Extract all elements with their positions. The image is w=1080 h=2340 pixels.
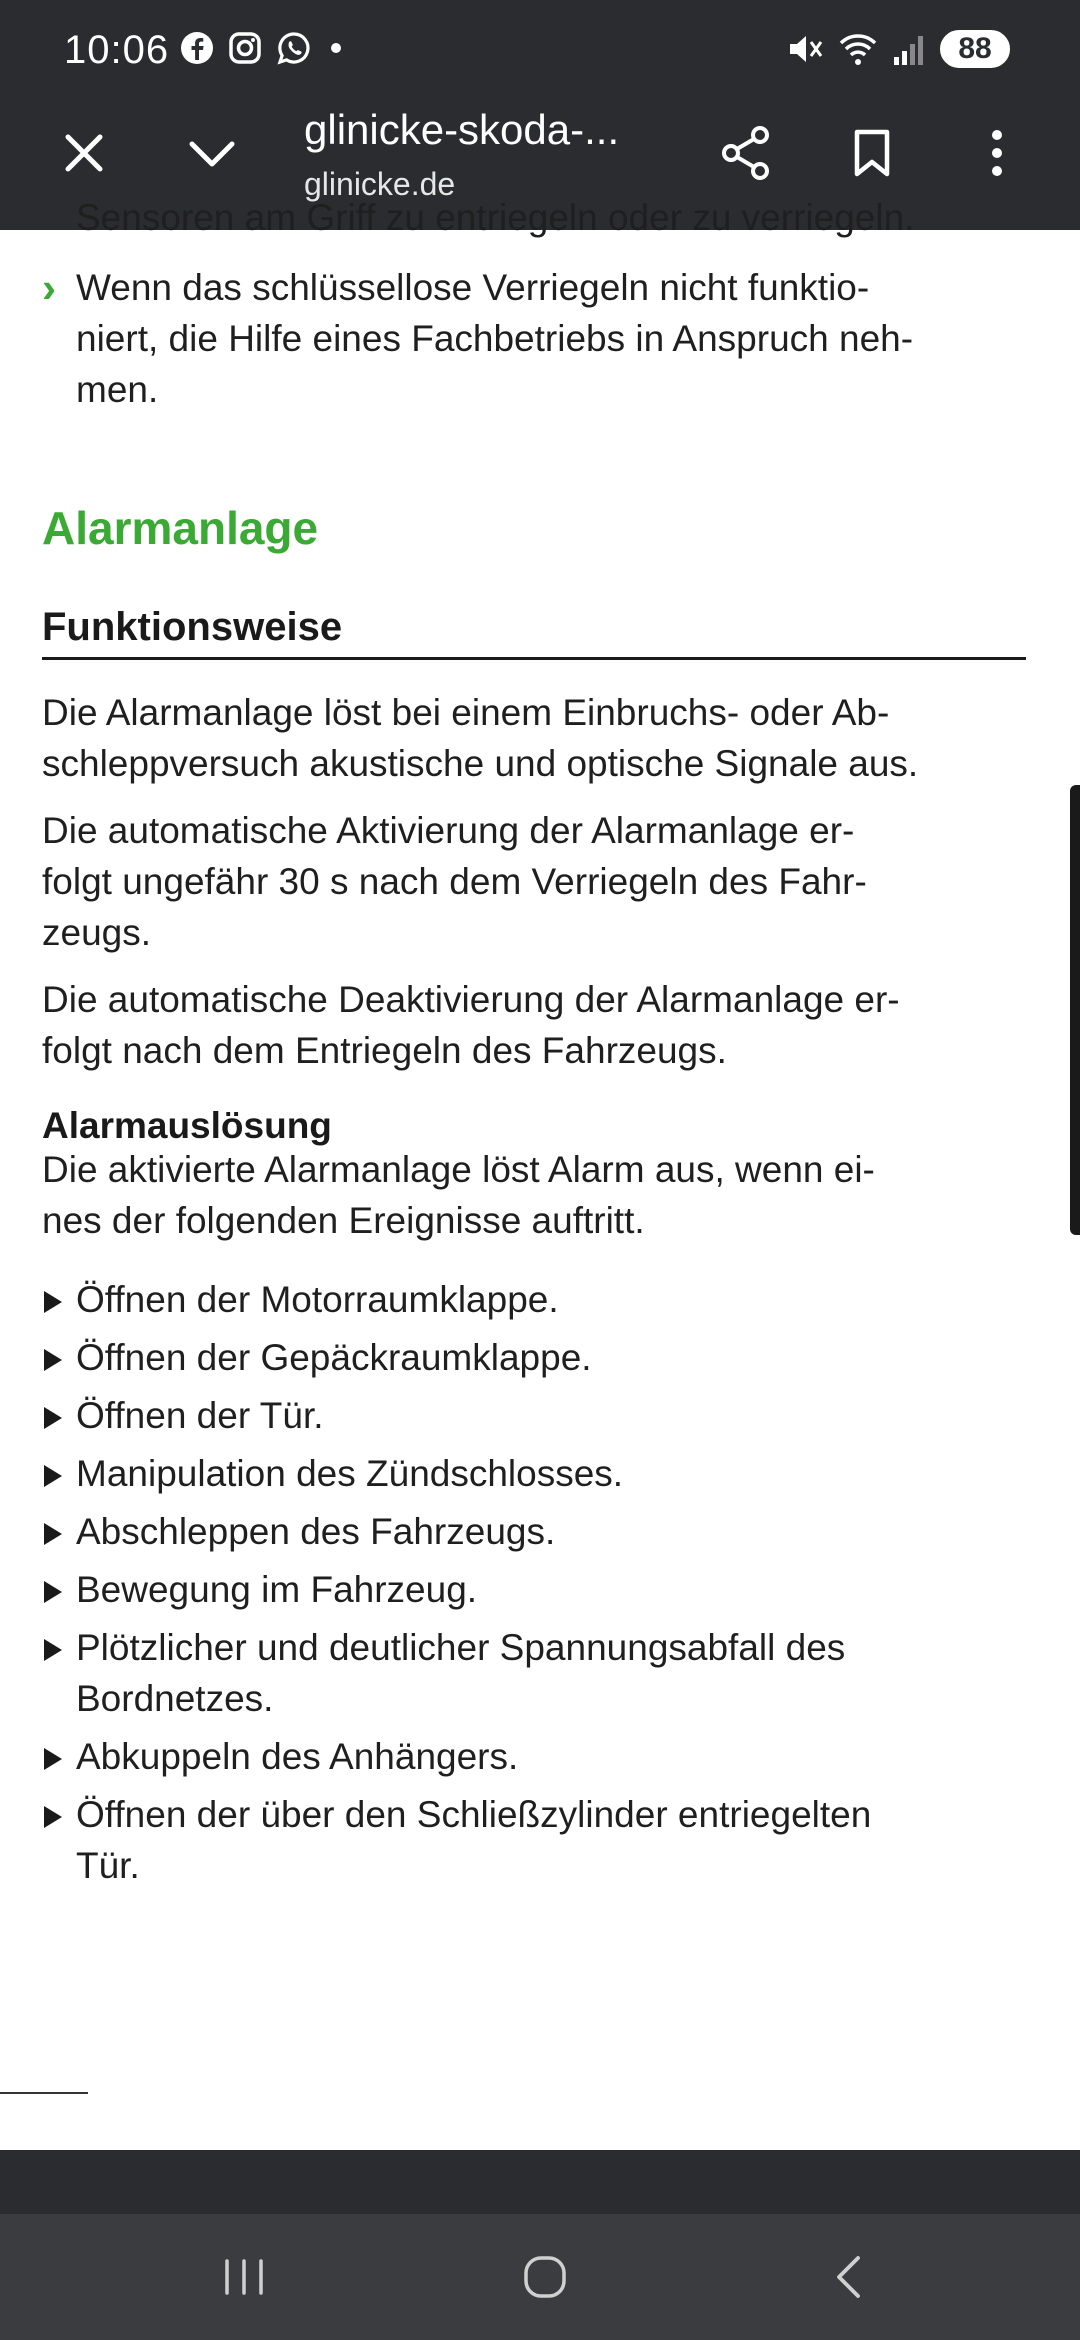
home-icon (522, 2254, 568, 2300)
chevron-down-icon (188, 138, 236, 168)
list-item-text: Öffnen der über den Schließzylinder entriegelten Tür. (76, 1794, 872, 1886)
paragraph-3: Die automatische Deaktivierung der Alarmanlage er- folgt nach dem Entriegeln des Fahrzeugs. (42, 979, 900, 1071)
paragraph-1: Die Alarmanlage löst bei einem Einbruchs- oder Ab- schleppversuch akustische und optische Signale aus. (42, 692, 919, 784)
notification-icons (180, 30, 346, 66)
back-icon (831, 2254, 865, 2300)
status-time: 10:06 (64, 28, 170, 72)
list-item-text: Öffnen der Motorraumklappe. (76, 1279, 559, 1320)
triangle-bullet-icon (44, 1581, 62, 1603)
battery-level: 88 (958, 32, 992, 65)
share-icon (720, 125, 772, 181)
triangle-bullet-icon (44, 1806, 62, 1828)
system-status-icons (786, 30, 1010, 68)
more-vert-icon (989, 127, 1005, 179)
triangle-bullet-icon (44, 1523, 62, 1545)
list-item (42, 1448, 1032, 1499)
list-item (42, 1731, 1032, 1782)
list-item (42, 1506, 1032, 1557)
bookmark-icon (852, 128, 892, 178)
page-title[interactable]: glinicke-skoda-... (304, 106, 620, 153)
paragraph-2: Die automatische Aktivierung der Alarmanlage er- folgt ungefähr 30 s nach dem Verriegeln des Fahr- zeugs. (42, 810, 867, 953)
keyless-note: Wenn das schlüssellose Verriegeln nicht funktio- niert, die Hilfe eines Fachbetriebs in Anspruch neh- men. (76, 267, 914, 410)
cut-off-text: Sensoren am Griff zu entriegeln oder zu verriegeln. (76, 197, 915, 238)
list-item-text: Öffnen der Tür. (76, 1395, 324, 1436)
wifi-icon (838, 31, 878, 67)
list-item (42, 1390, 1032, 1441)
minimize-button[interactable] (170, 118, 254, 188)
list-item (42, 1789, 1032, 1891)
signal-icon (892, 31, 926, 67)
alarm-events-list (42, 1274, 1032, 1898)
list-item-text: Manipulation des Zündschlosses. (76, 1453, 624, 1494)
recent-apps-button[interactable] (154, 2214, 334, 2340)
footnote-divider (0, 2092, 88, 2094)
section-title: Alarmanlage (42, 502, 319, 554)
back-button[interactable] (758, 2214, 938, 2340)
cut-off-text-line (76, 197, 1036, 253)
list-item (42, 1564, 1032, 1615)
share-button[interactable] (704, 118, 788, 188)
battery-icon (940, 30, 1010, 68)
list-item (42, 1274, 1032, 1325)
dot-icon (326, 38, 346, 58)
triangle-bullet-icon (44, 1291, 62, 1313)
list-item (42, 1332, 1032, 1383)
alarm-heading: Alarmauslösung (42, 1105, 332, 1146)
green-bullet: › (42, 264, 56, 311)
recent-apps-icon (221, 2257, 267, 2297)
facebook-icon (180, 31, 214, 65)
browser-bottom-strip (0, 2150, 1080, 2214)
list-item (42, 1622, 1032, 1724)
more-options-button[interactable] (955, 118, 1039, 188)
alarm-intro: Die aktivierte Alarmanlage löst Alarm aus, wenn ei- nes der folgenden Ereignisse auftritt. (42, 1149, 875, 1241)
mute-icon (786, 31, 824, 67)
triangle-bullet-icon (44, 1465, 62, 1487)
home-button[interactable] (455, 2214, 635, 2340)
close-icon (64, 133, 104, 173)
scrollbar-thumb[interactable] (1070, 785, 1080, 1235)
page-domain[interactable]: glinicke.de (304, 166, 456, 202)
subheading: Funktionsweise (42, 605, 343, 649)
instagram-icon (228, 31, 262, 65)
bookmark-button[interactable] (830, 118, 914, 188)
list-item-text: Bewegung im Fahrzeug. (76, 1569, 478, 1610)
triangle-bullet-icon (44, 1407, 62, 1429)
heading-rule (42, 657, 1026, 660)
list-item-text: Abschleppen des Fahrzeugs. (76, 1511, 556, 1552)
close-button[interactable] (42, 118, 126, 188)
list-item-text: Plötzlicher und deutlicher Spannungsabfall des Bordnetzes. (76, 1627, 846, 1719)
triangle-bullet-icon (44, 1748, 62, 1770)
whatsapp-icon (276, 30, 312, 66)
list-item-text: Öffnen der Gepäckraumklappe. (76, 1337, 592, 1378)
list-item-text: Abkuppeln des Anhängers. (76, 1736, 519, 1777)
triangle-bullet-icon (44, 1349, 62, 1371)
triangle-bullet-icon (44, 1639, 62, 1661)
system-navigation-bar (0, 2214, 1080, 2340)
pdf-page[interactable] (0, 197, 1080, 2150)
